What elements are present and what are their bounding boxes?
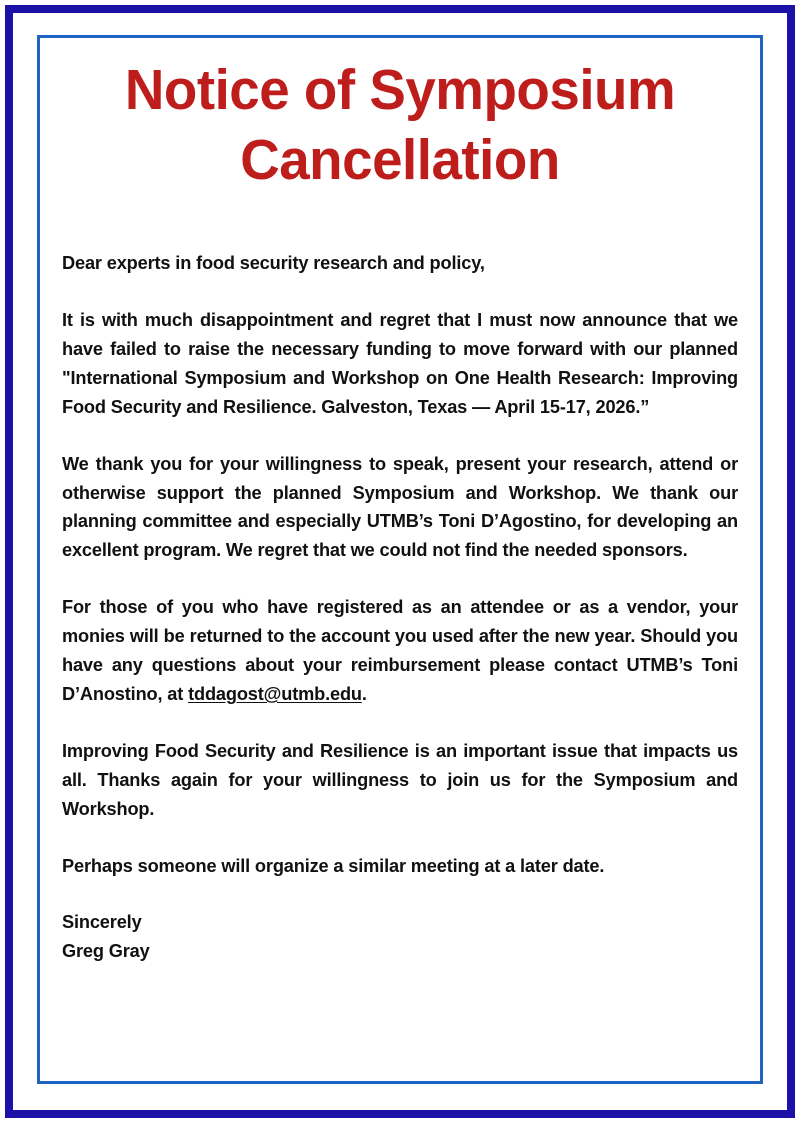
outer-border-frame (5, 5, 795, 1118)
letter-paragraph-5: Perhaps someone will organize a similar meeting at a later date. (62, 855, 605, 876)
paragraph-3-text-before-email: For those of you who have registered as an attendee or as a vendor, your monies will be returned to the account you used after the new year. Should you have any questions about your reimbursement please contact UTMB’s Toni D’Anostino, at (62, 597, 738, 704)
letter-body (61, 249, 739, 966)
letter-paragraph-1: It is with much disappointment and regret that I must now announce that we have failed to raise the necessary funding to move forward with our planned "International Symposium and Workshop on One Health Research: Improving Food Security and Resilience. Galveston, Texas — April 15-17, 2026.” (62, 309, 738, 417)
letter-paragraph-3 (62, 593, 738, 709)
letter-paragraph-2: We thank you for your willingness to speak, present your research, attend or otherwise support the planned Symposium and Workshop. We thank our planning committee and especially UTMB’s Toni D’Agostino, for developing an excellent program. We regret that we could not find the needed sponsors. (62, 453, 738, 561)
inner-border-frame (37, 35, 763, 1084)
page-title-line-1: Notice of Symposium (124, 58, 676, 122)
letter-salutation: Dear experts in food security research and policy, (62, 253, 485, 274)
document-content (40, 38, 760, 1081)
letter-signoff (62, 908, 738, 966)
letter-paragraph-4: Improving Food Security and Resilience is an important issue that impacts us all. Thanks again for your willingness to join us for the Symposium and Workshop. (62, 740, 738, 819)
page-title (92, 56, 708, 195)
contact-email-link[interactable]: tddagost@utmb.edu (188, 683, 362, 704)
letter-signature-name: Greg Gray (62, 941, 150, 962)
paragraph-3-text-after-email: . (361, 683, 367, 704)
letter-closing: Sincerely (62, 912, 142, 933)
page-title-line-2: Cancellation (240, 127, 560, 192)
